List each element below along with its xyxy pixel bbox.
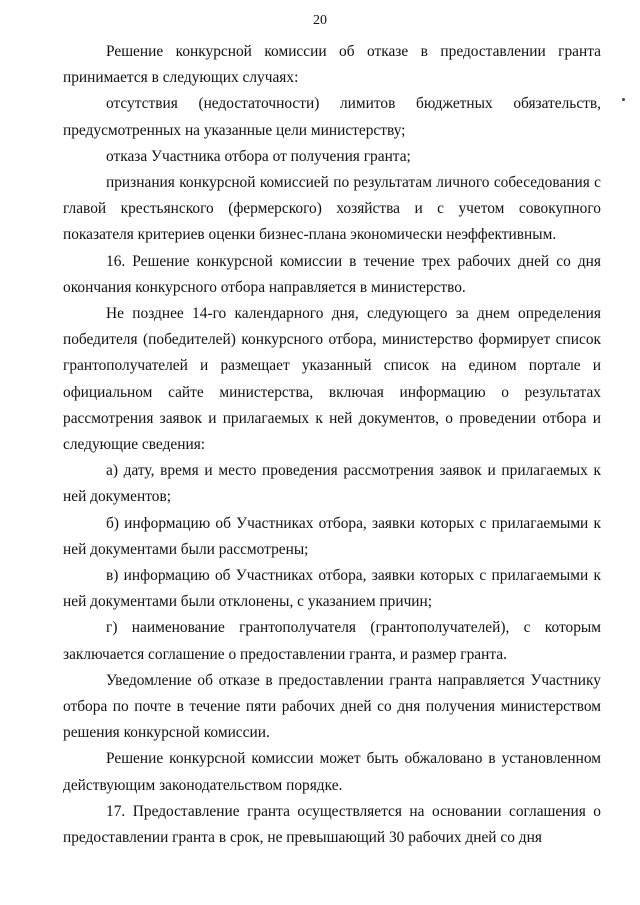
paragraph-item-a: а) дату, время и место проведения рассмотрения заявок и прилагаемых к ней документов; — [63, 462, 601, 506]
margin-mark — [622, 98, 625, 101]
paragraph-item-v: в) информацию об Участниках отбора, заявки которых с прилагаемыми к ней документами были отклонены, с указанием причин; — [63, 567, 601, 611]
paragraph-ineffective-plan: признания конкурсной комиссией по результатам личного собеседования с главой крестьянского (фермерского) хозяйства и с учетом совокупного показателя критериев оценки бизнес-плана экономически неэффективным. — [63, 174, 601, 244]
document-body — [63, 39, 601, 851]
paragraph-refusal-notice: Уведомление об отказе в предоставлении гранта направляется Участнику отбора по почте в течение пяти рабочих дней со дня получения министерством решения конкурсной комиссии. — [63, 671, 601, 742]
paragraph-lack-of-limits: отсутствия (недостаточности) лимитов бюджетных обязательств, предусмотренных на указанные цели министерству; — [63, 95, 601, 139]
page-number: 20 — [313, 13, 327, 28]
paragraph-item-g: г) наименование грантополучателя (грантополучателей), с которым заключается соглашение о предоставлении гранта, и размер гранта. — [63, 619, 601, 663]
paragraph-item-16: 16. Решение конкурсной комиссии в течение трех рабочих дней со дня окончания конкурсного отбора направляется в министерство. — [63, 252, 601, 296]
paragraph-refusal-cases: Решение конкурсной комиссии об отказе в предоставлении гранта принимается в следующих случаях: — [63, 43, 601, 87]
paragraph-appeal: Решение конкурсной комиссии может быть обжаловано в установленном действующим законодательством порядке. — [63, 750, 601, 794]
paragraph-grantee-list: Не позднее 14-го календарного дня, следующего за днем определения победителя (победителей) конкурсного отбора, министерство формирует список грантополучателей и размещает указанный список на едином портале и официальном сайте министерства, включая информацию о результатах рассмотрения заявок и прилагаемых к ней документов, о проведении отбора и следующие сведения: — [63, 305, 601, 454]
paragraph-item-b: б) информацию об Участниках отбора, заявки которых с прилагаемыми к ней документами были рассмотрены; — [63, 514, 601, 558]
paragraph-participant-refusal: отказа Участника отбора от получения гранта; — [106, 147, 411, 165]
paragraph-item-17: 17. Предоставление гранта осуществляется на основании соглашения о предоставлении гранта в срок, не превышающий 30 рабочих дней со дня — [63, 802, 601, 847]
